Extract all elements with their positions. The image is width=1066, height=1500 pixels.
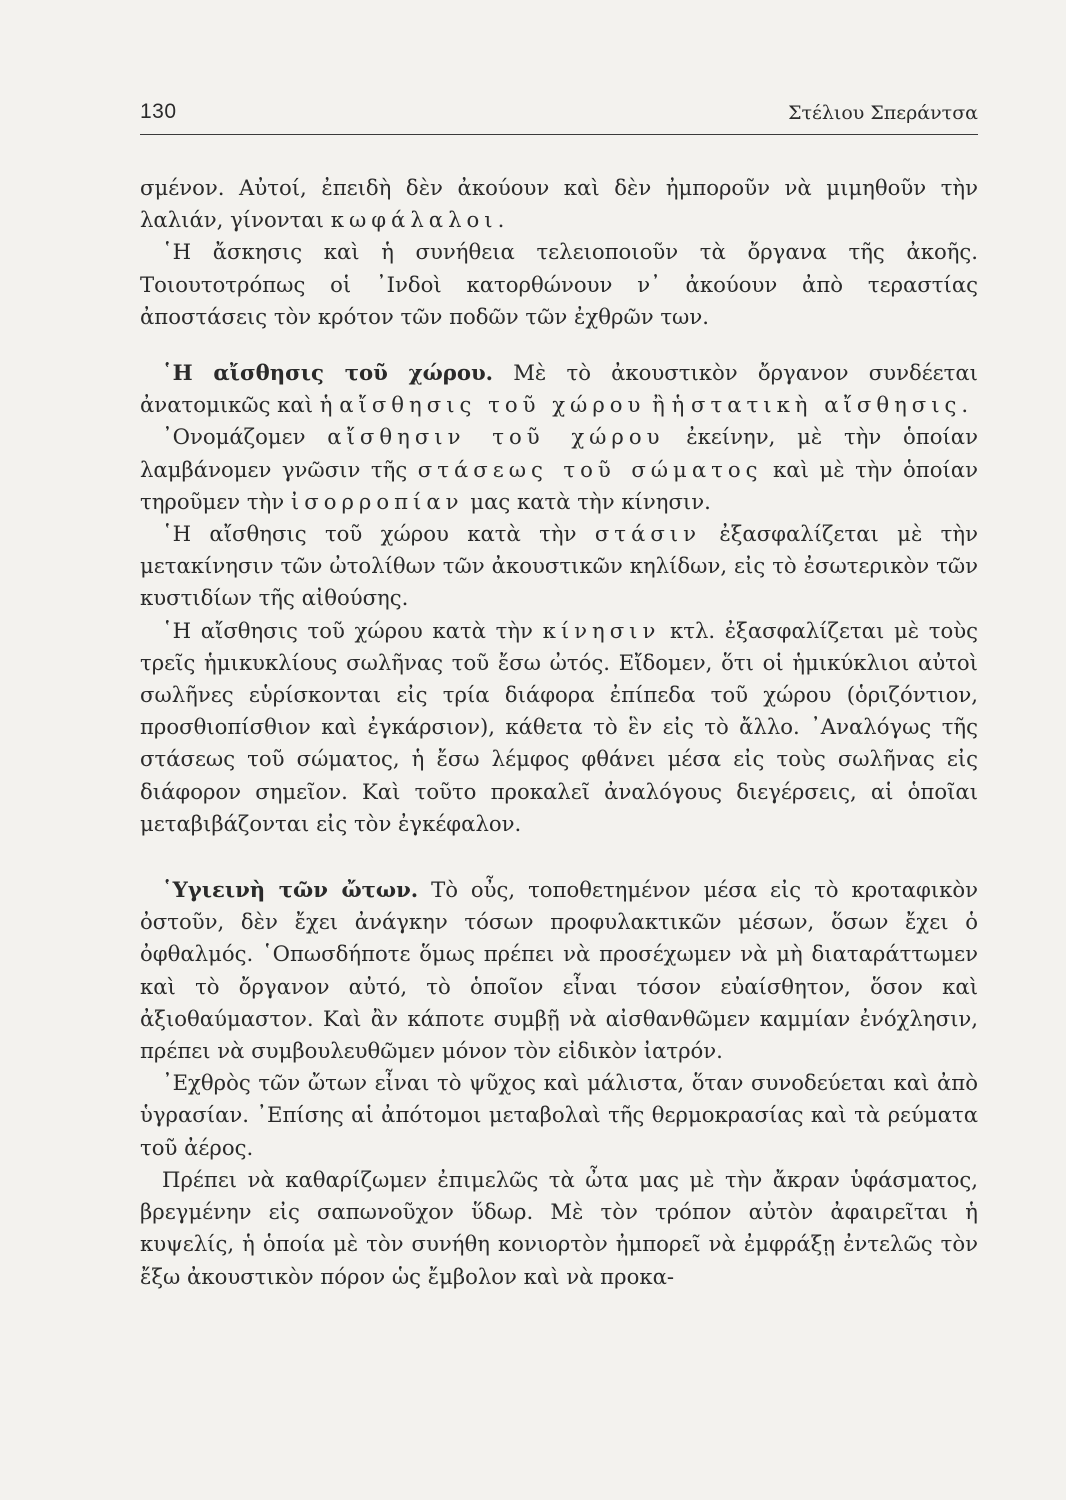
spaced-term-space-sense: αἴσθησις τοῦ χώρου [339, 392, 646, 418]
page-number: 130 [140, 100, 177, 123]
paragraph-text: ἐκείνην, μὲ τὴν ὁποίαν λαμβάνομεν γνῶσιν τῆς [140, 424, 978, 482]
paragraph-text: ῾Η ἄσκησις καὶ ἡ συνήθεια τελειοποιοῦν τὰ ὄργανα τῆς ἀκοῆς. Τοιουτοτρόπως οἱ ᾽Ινδοὶ κατορθώνουν ν᾽ ἀκούουν ἀπὸ τεραστίας ἀποστάσεις τὸν κρότον τῶν ποδῶν τῶν ἐχθρῶν των. [140, 239, 978, 329]
paragraph-7-ear-hygiene [140, 874, 978, 1067]
paragraph-text: Τὸ οὖς, τοποθετημένον μέσα εἰς τὸ κροταφικὸν ὀστοῦν, δὲν ἔχει ἀνάγκην τόσων προφυλακτικῶν μέσων, ὅσων ἔχει ὁ ὀφθαλμός. ῾Οπωσδήποτε ὅμως πρέπει νὰ προσέχωμεν νὰ μὴ διαταράττωμεν καὶ τὸ ὄργανον αὐτό, τὸ ὁποῖον εἶναι τόσον εὐαίσθητον, ὅσον καὶ ἀξιοθαύμαστον. Καὶ ἂν κάποτε συμβῇ νὰ αἰσθανθῶμεν καμμίαν ἐνόχλησιν, πρέπει νὰ συμβουλευθῶμεν μόνον τὸν εἰδικὸν ἰατρόν. [140, 877, 978, 1064]
paragraph-text: ἢ ἡ [652, 392, 685, 418]
paragraph-3-space-sense [140, 357, 978, 421]
paragraph-text: καὶ μὲ τὴν ὁποίαν τηροῦμεν τὴν [140, 456, 978, 514]
spaced-term-posture: στάσιν [594, 521, 701, 547]
running-title: Στέλιου Σπεράντσα [788, 102, 978, 124]
spaced-term-motion: κίνησιν [542, 617, 661, 643]
spaced-term-balance: ἰσορροπίαν [290, 488, 464, 514]
spaced-term-space-sense: αἴσθησιν τοῦ χώρου [327, 424, 665, 450]
paragraph-5 [140, 518, 978, 615]
paragraph-4 [140, 421, 978, 518]
paragraph-text: σμένον. Αὐτοί, ἐπειδὴ δὲν ἀκούουν καὶ δὲν ἠμποροῦν νὰ μιμηθοῦν τὴν λαλιάν, γίνονται [140, 175, 978, 233]
paragraph-text: Πρέπει νὰ καθαρίζωμεν ἐπιμελῶς τὰ ὦτα μας μὲ τὴν ἄκραν ὑφάσματος, βρεγμένην εἰς σαπωνοῦχον ὕδωρ. Μὲ τὸν τρόπον αὐτὸν ἀφαιρεῖται ἡ κυψελίς, ἡ ὁποία μὲ τὸν συνήθη κονιορτὸν ἠμπορεῖ νὰ ἐμφράξῃ ἐντελῶς τὸν ἔξω ἀκουστικὸν πόρον ὡς ἔμβολον καὶ νὰ προκα- [140, 1166, 978, 1289]
paragraph-text: Μὲ τὸ ἀκουστικὸν ὄργανον συνδέεται ἀνατομικῶς καὶ ἡ [140, 360, 978, 418]
section-heading-ear-hygiene: ῾Υγιεινὴ τῶν ὤτων. [162, 877, 419, 903]
paragraph-text: ῾Η αἴσθησις τοῦ χώρου κατὰ τὴν [162, 617, 533, 643]
paragraph-text: . [961, 392, 969, 418]
paragraph-text: ᾽Ονομάζομεν [162, 424, 306, 450]
paragraph-text: . [497, 207, 505, 233]
page-header [140, 98, 978, 135]
paragraph-1 [140, 172, 978, 236]
spaced-term-body-posture: στάσεως τοῦ σώματος [417, 456, 763, 482]
spaced-term-kofalaloi: κωφάλαλοι [330, 207, 498, 233]
paragraph-2 [140, 236, 978, 333]
paragraph-text: μας κατὰ τὴν κίνησιν. [470, 488, 711, 514]
paragraph-text: ᾽Εχθρὸς τῶν ὤτων εἶναι τὸ ψῦχος καὶ μάλιστα, ὅταν συνοδεύεται καὶ ἀπὸ ὑγρασίαν. ᾽Επίσης αἱ ἀπότομοι μεταβολαὶ τῆς θερμοκρασίας καὶ τὰ ρεύματα τοῦ ἀέρος. [140, 1070, 978, 1160]
paragraph-text: ῾Η αἴσθησις τοῦ χώρου κατὰ τὴν [162, 521, 577, 547]
paragraph-text: ἐξασφαλίζεται μὲ τὴν μετακίνησιν τῶν ὠτολίθων τῶν ἀκουστικῶν κηλίδων, εἰς τὸ ἐσωτερικὸν τῶν κυστιδίων τῆς αἰθούσης. [140, 521, 978, 611]
paragraph-6 [140, 615, 978, 840]
spaced-term-static-sense: στατικὴ αἴσθησις [691, 392, 962, 418]
paragraph-text: κτλ. ἐξασφαλίζεται μὲ τοὺς τρεῖς ἡμικυκλίους σωλῆνας τοῦ ἔσω ὠτός. Εἴδομεν, ὅτι οἱ ἡμικύκλιοι αὐτοὶ σωλῆνες εὑρίσκονται εἰς τρία διάφορα ἐπίπεδα τοῦ χώρου (ὁριζόντιον, προσθιοπίσθιον καὶ ἐγκάρσιον), κάθετα τὸ ἓν εἰς τὸ ἄλλο. ᾽Αναλόγως τῆς στάσεως τοῦ σώματος, ἡ ἔσω λέμφος φθάνει μέσα εἰς τοὺς σωλῆνας εἰς διάφορον σημεῖον. Καὶ τοῦτο προκαλεῖ ἀναλόγους διεγέρσεις, αἱ ὁποῖαι μεταβιβάζονται εἰς τὸν ἐγκέφαλον. [140, 617, 978, 836]
page-body [140, 172, 978, 1293]
section-heading-space-sense: ῾Η αἴσθησις τοῦ χώρου. [162, 360, 494, 386]
paragraph-8 [140, 1067, 978, 1164]
paragraph-9 [140, 1164, 978, 1293]
